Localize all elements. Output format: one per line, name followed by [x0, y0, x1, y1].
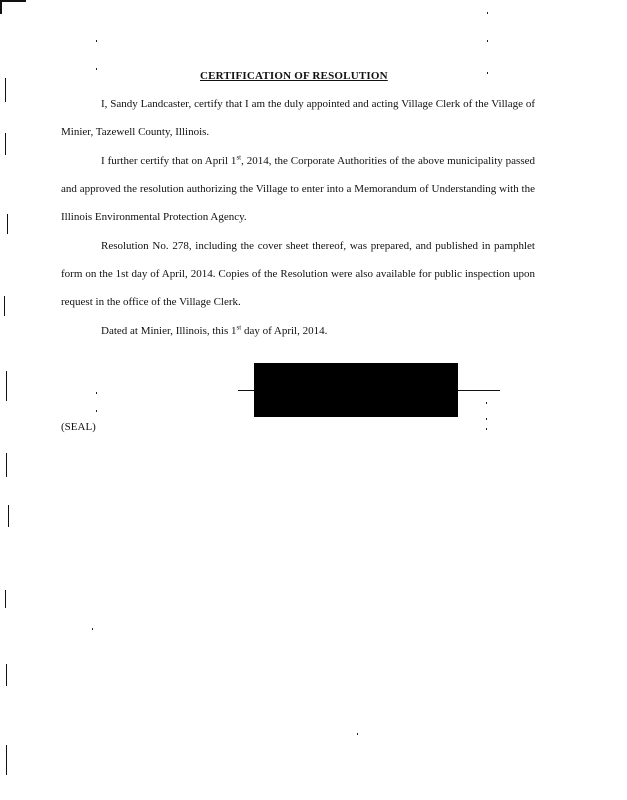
scan-speck: [487, 72, 488, 74]
scan-corner-mark: [0, 0, 26, 2]
scan-edge-mark: [6, 745, 7, 775]
scan-edge-mark: [5, 590, 6, 608]
scan-edge-mark: [4, 296, 5, 316]
scan-edge-mark: [8, 505, 9, 527]
publication-paragraph: Resolution No. 278, including the cover sheet thereof, was prepared, and published in pamphlet form on the 1st day of April, 2014. Copies of the Resolution were also available for public inspection upon request in the office of the Village Clerk.: [61, 240, 535, 308]
approval-paragraph: [61, 147, 535, 231]
dated-paragraph: [61, 317, 535, 345]
scan-speck: [487, 40, 488, 42]
redacted-signature: [254, 363, 458, 417]
certification-paragraph: I, Sandy Landcaster, certify that I am the duly appointed and acting Village Clerk of the Village of Minier, Tazewell County, Illinois.: [61, 98, 535, 138]
scan-speck: [486, 402, 487, 404]
scan-corner-mark: [0, 0, 2, 14]
scan-speck: [96, 392, 97, 394]
scan-edge-mark: [6, 371, 7, 401]
scan-edge-mark: [6, 453, 7, 477]
scan-speck: [487, 12, 488, 14]
scan-speck: [92, 628, 93, 630]
scan-speck: [96, 40, 97, 42]
approval-text-end: , 2014, the Corporate Authorities of the above municipality passed and approved the resolution authorizing the Village to enter into a Memorandum of Understanding with the Illinois Environmental Protection Agency.: [61, 155, 536, 223]
signature-line-right: [458, 390, 500, 391]
approval-text-start: I further certify that on April 1: [101, 155, 237, 167]
scan-edge-mark: [5, 78, 6, 102]
scan-edge-mark: [6, 664, 7, 686]
ordinal-suffix: st: [236, 153, 242, 162]
scan-edge-mark: [7, 214, 8, 234]
scan-speck: [357, 733, 358, 735]
scan-speck: [96, 68, 97, 70]
dated-text-start: Dated at Minier, Illinois, this 1: [101, 325, 237, 337]
scan-speck: [96, 410, 97, 412]
scan-speck: [486, 428, 487, 430]
signature-line-left: [238, 390, 254, 391]
seal-label: (SEAL): [61, 421, 96, 433]
document-title: CERTIFICATION OF RESOLUTION: [200, 70, 388, 82]
scan-speck: [486, 418, 487, 420]
ordinal-suffix: st: [236, 323, 242, 332]
scan-edge-mark: [5, 133, 6, 155]
dated-text-end: day of April, 2014.: [241, 325, 328, 337]
